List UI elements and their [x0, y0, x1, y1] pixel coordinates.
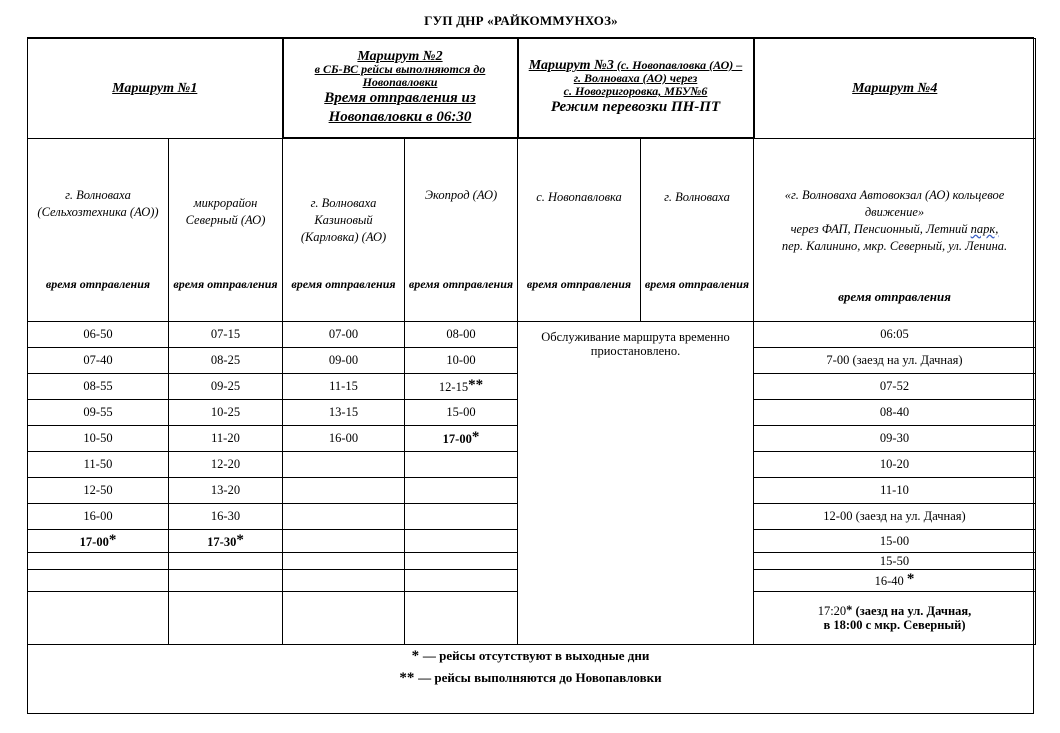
asterisk-mark: * [236, 531, 244, 548]
schedule-table [27, 37, 1036, 645]
stop-r3b-name: г. Волноваха [664, 190, 730, 204]
time-cell: 16-00 [283, 425, 405, 451]
time-cell: 16-30 [169, 503, 283, 529]
asterisk-mark: * [471, 429, 480, 445]
stop-r2a-name: г. Волноваха Казиновый (Карловка) (АО) [300, 196, 387, 244]
stop-r3b [641, 138, 754, 321]
footnote-one-star [27, 645, 1034, 667]
empty-cell [405, 451, 518, 477]
route-1-title: Маршрут №1 [112, 80, 198, 96]
stop-r2a [283, 138, 405, 321]
time-value: 17-00 [79, 534, 109, 549]
empty-cell [28, 569, 169, 591]
route-3-suspended-notice: Обслуживание маршрута временно приостановлено. [518, 321, 754, 644]
dep-label-r2a: время отправления [291, 277, 396, 291]
time-cell [169, 529, 283, 552]
empty-cell [28, 552, 169, 569]
route-2-departure: Время отправления из Новопавловки в 06:30 [324, 89, 476, 125]
footnote-one-text: — рейсы отсутствуют в выходные дни [422, 648, 650, 663]
stop-r4-line1: «г. Волноваха Автовокзал (АО) кольцевое движение» [784, 187, 1005, 219]
empty-cell [169, 591, 283, 644]
time-cell: 07-15 [169, 321, 283, 347]
route-1-header [28, 38, 283, 138]
empty-cell [405, 569, 518, 591]
time-cell: 13-15 [283, 399, 405, 425]
stop-r1a [28, 138, 169, 321]
empty-cell [283, 477, 405, 503]
empty-cell [28, 591, 169, 644]
stop-header-row [28, 138, 1036, 321]
asterisk-mark: * [846, 603, 853, 617]
time-value: 17-00 [442, 432, 472, 446]
time-cell: 09-25 [169, 373, 283, 399]
stop-r1a-name: г. Волноваха (Сельхозтехника (АО)) [37, 187, 159, 219]
empty-cell [283, 529, 405, 552]
dep-label-r1b: время отправления [173, 276, 278, 291]
route-2-header [283, 38, 518, 138]
route-4-title: Маршрут №4 [852, 80, 938, 96]
route-3-header [518, 38, 754, 138]
empty-cell [169, 552, 283, 569]
asterisk-mark: * [411, 648, 423, 664]
time-cell: 11-50 [28, 451, 169, 477]
double-asterisk-mark: ** [399, 670, 419, 686]
time-cell: 06:05 [754, 321, 1036, 347]
detour-note: (заезд на ул. Дачная, [855, 604, 972, 618]
empty-cell [283, 569, 405, 591]
time-cell: 09-30 [754, 425, 1036, 451]
double-asterisk-mark: ** [468, 377, 484, 393]
stop-r1b-name: микрорайон Северный (АО) [185, 195, 266, 227]
time-value: 12-15 [438, 380, 469, 394]
dep-label-r1a: время отправления [45, 276, 151, 291]
time-cell [28, 529, 169, 552]
stop-r2b [405, 138, 518, 321]
stop-r2b-name: Экопрод (АО) [424, 188, 498, 202]
empty-cell [405, 529, 518, 552]
empty-cell [405, 591, 518, 644]
time-cell: 11-15 [283, 373, 405, 399]
time-cell: 15-50 [754, 552, 1036, 569]
asterisk-mark: * [906, 571, 915, 587]
empty-cell [283, 451, 405, 477]
time-cell: 08-00 [405, 321, 518, 347]
stop-r4-line2: через ФАП, Пенсионный, Летний [790, 221, 971, 236]
time-cell: 15-00 [405, 399, 518, 425]
time-row [28, 321, 1036, 347]
time-cell: 16-00 [28, 503, 169, 529]
time-cell: 07-52 [754, 373, 1036, 399]
stop-r4-line3: пер. Калинино, мкр. Северный, ул. Ленина. [781, 238, 1008, 253]
time-cell: 08-40 [754, 399, 1036, 425]
stop-r4 [754, 138, 1036, 321]
stop-r3a-name: с. Новопавловка [536, 190, 622, 204]
time-cell: 09-00 [283, 347, 405, 373]
time-cell: 10-25 [169, 399, 283, 425]
route-3-title: Маршрут №3 [528, 58, 614, 73]
dep-label-r3a: время отправления [526, 277, 632, 291]
time-cell: 12-00 (заезд на ул. Дачная) [754, 503, 1036, 529]
time-cell: 06-50 [28, 321, 169, 347]
time-cell: 7-00 (заезд на ул. Дачная) [754, 347, 1036, 373]
route-3-mode: Режим перевозки ПН-ПТ [550, 99, 721, 115]
dep-label-r3b: время отправления [644, 277, 750, 291]
time-cell [754, 569, 1036, 591]
time-cell: 09-55 [28, 399, 169, 425]
asterisk-mark: * [108, 531, 117, 548]
dep-label-r4: время отправления [838, 288, 951, 304]
stop-r1b [169, 138, 283, 321]
time-cell: 12-50 [28, 477, 169, 503]
footnotes [27, 645, 1034, 689]
time-cell: 07-00 [283, 321, 405, 347]
empty-cell [405, 477, 518, 503]
empty-cell [169, 569, 283, 591]
time-cell: 07-40 [28, 347, 169, 373]
dep-label-r2b: время отправления [408, 277, 514, 291]
route-4-header [754, 38, 1036, 138]
organization-title: ГУП ДНР «РАЙКОММУНХОЗ» [424, 13, 618, 28]
route-header-row [28, 38, 1036, 138]
time-value: 16-40 [874, 574, 904, 588]
time-cell [754, 591, 1036, 644]
time-cell: 11-20 [169, 425, 283, 451]
route-2-note: в СБ-ВС рейсы выполняются до Новопавловки [314, 61, 486, 89]
time-cell [405, 425, 518, 451]
stop-r4-line2-underlined: парк, [970, 221, 999, 236]
time-cell [405, 373, 518, 399]
empty-cell [405, 552, 518, 569]
time-value: 17-30 [207, 534, 237, 549]
empty-cell [283, 552, 405, 569]
time-cell: 10-50 [28, 425, 169, 451]
footnote-two-star [27, 667, 1034, 689]
time-cell: 12-20 [169, 451, 283, 477]
time-cell: 10-00 [405, 347, 518, 373]
route-3-note: с. Новогригоровка, МБУ№6 [563, 84, 708, 98]
time-cell: 08-25 [169, 347, 283, 373]
footnote-two-text: — рейсы выполняются до Новопавловки [418, 670, 662, 685]
route-3-title-rest: (с. Новопавловка (АО) – г. Волноваха (АО) через [573, 58, 743, 85]
detour-note-2: в 18:00 с мкр. Северный) [823, 618, 966, 632]
time-cell: 08-55 [28, 373, 169, 399]
time-cell: 13-20 [169, 477, 283, 503]
time-cell: 11-10 [754, 477, 1036, 503]
empty-cell [283, 591, 405, 644]
route-2-title: Маршрут №2 [357, 48, 443, 64]
time-cell: 10-20 [754, 451, 1036, 477]
empty-cell [283, 503, 405, 529]
stop-r3a [518, 138, 641, 321]
time-value: 17:20 [817, 604, 847, 618]
empty-cell [405, 503, 518, 529]
time-cell: 15-00 [754, 529, 1036, 552]
